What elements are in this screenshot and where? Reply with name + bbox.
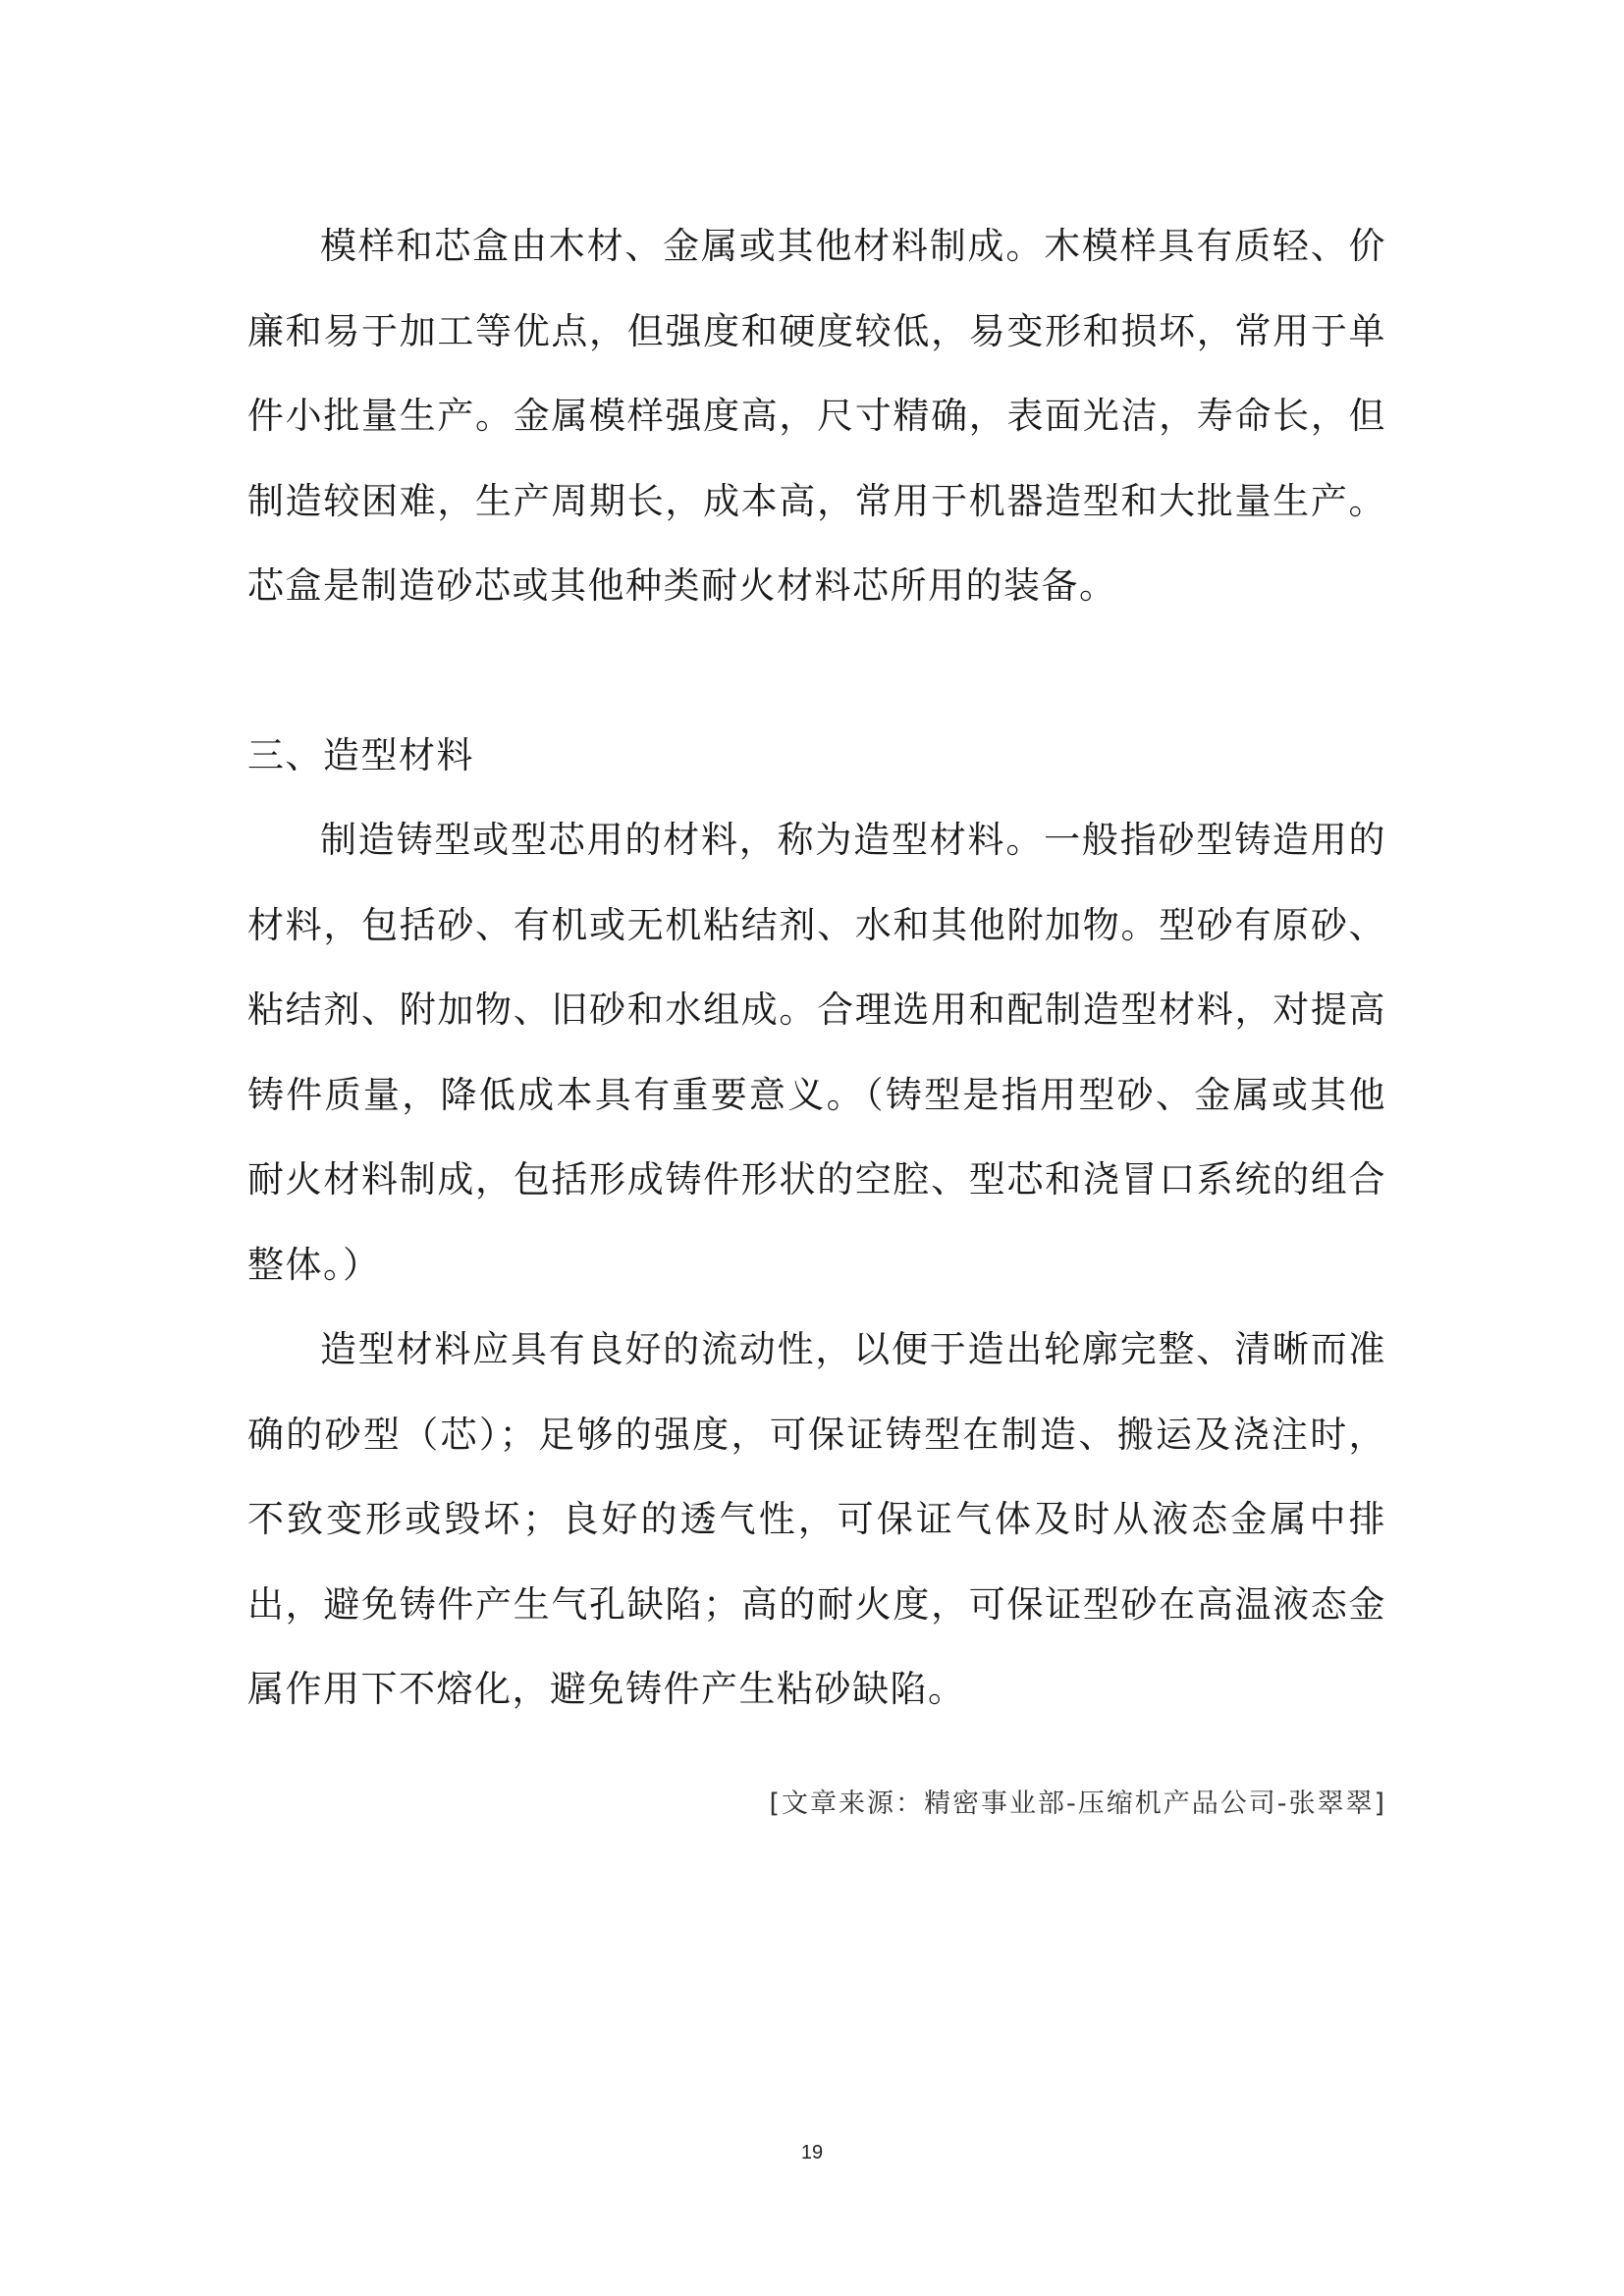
section-heading-molding-materials: 三、造型材料 (247, 733, 474, 776)
document-body (247, 204, 1386, 1733)
page-number: 19 (800, 2142, 824, 2163)
paragraph-molding-materials-properties: 造型材料应具有良好的流动性，以便于造出轮廓完整、清晰而准确的砂型（芯）；足够的强度，可保证铸型在制造、搬运及浇注时，不致变形或毁坏；良好的透气性，可保证气体及时从液态金属中排出，避免铸件产生气孔缺陷；高的耐火度，可保证型砂在高温液态金属作用下不熔化，避免铸件产生粘砂缺陷。 (247, 1328, 1386, 1710)
paragraph-pattern-and-core-box: 模样和芯盒由木材、金属或其他材料制成。木模样具有质轻、价廉和易于加工等优点，但强度和硬度较低，易变形和损坏，常用于单件小批量生产。金属模样强度高，尺寸精确，表面光洁，寿命长，但制造较困难，生产周期长，成本高，常用于机器造型和大批量生产。芯盒是制造砂芯或其他种类耐火材料芯所用的装备。 (247, 225, 1386, 607)
article-source-note: [文章来源：精密事业部-压缩机产品公司-张翠翠] (769, 1789, 1386, 1819)
paragraph-molding-materials-definition: 制造铸型或型芯用的材料，称为造型材料。一般指砂型铸造用的材料，包括砂、有机或无机粘结剂、水和其他附加物。型砂有原砂、粘结剂、附加物、旧砂和水组成。合理选用和配制造型材料，对提高铸件质量，降低成本具有重要意义。（铸型是指用型砂、金属或其他耐火材料制成，包括形成铸件形状的空腔、型芯和浇冒口系统的组合整体。） (247, 819, 1386, 1286)
